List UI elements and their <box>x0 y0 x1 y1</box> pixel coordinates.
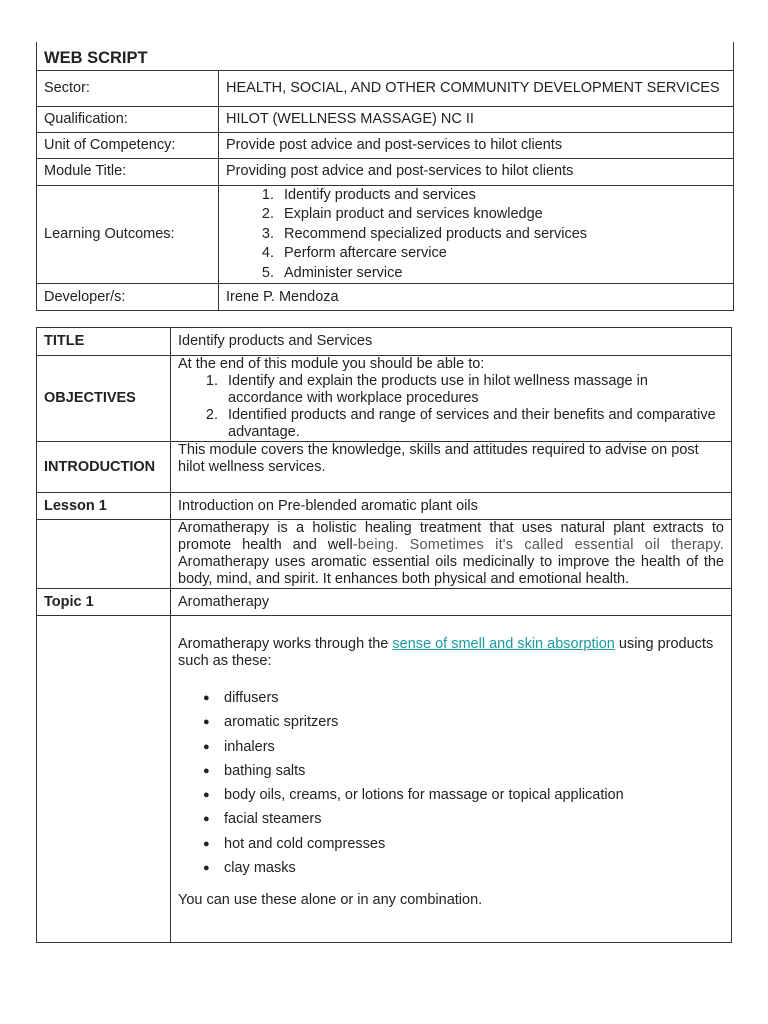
unit-value: Provide post advice and post-services to hilot clients <box>219 132 734 158</box>
learning-outcomes-list <box>226 186 726 284</box>
objectives-value <box>171 356 732 442</box>
product-text: inhalers <box>224 738 275 755</box>
list-item: 1. Identify products and services <box>278 186 726 206</box>
product-text: hot and cold compresses <box>224 835 386 852</box>
list-item: 1. Identify and explain the products use in hilot wellness massage in accordance with workplace procedures <box>222 373 724 407</box>
topic-content <box>171 616 732 943</box>
topic-label: Topic 1 <box>37 589 171 616</box>
topic-intro-text: Aromatherapy works through the <box>178 636 393 652</box>
product-text: bathing salts <box>224 762 306 779</box>
title-value: Identify products and Services <box>171 328 732 356</box>
product-text: aromatic spritzers <box>224 714 339 731</box>
module-title-value: Providing post advice and post-services to hilot clients <box>219 158 734 185</box>
list-item <box>203 762 724 787</box>
unit-label: Unit of Competency: <box>37 132 219 158</box>
introduction-label: INTRODUCTION <box>37 442 171 493</box>
products-list <box>178 690 724 884</box>
list-item: 5. Administer service <box>278 264 726 284</box>
bullet-icon: ● <box>203 837 210 850</box>
lesson-text: -being. Sometimes it's called essential oil therapy. <box>352 537 724 553</box>
qualification-value: HILOT (WELLNESS MASSAGE) NC II <box>219 106 734 132</box>
web-script-info-table <box>36 42 734 311</box>
list-item: 4. Perform aftercare service <box>278 244 726 264</box>
list-item <box>203 787 724 811</box>
sense-link[interactable]: sense of smell and skin absorption <box>392 636 615 652</box>
web-script-title: WEB SCRIPT <box>37 42 734 70</box>
lesson-text: Aromatherapy uses aromatic essential oils medicinally to improve the health of the body, mind, and spirit. It enhances both physical and emotional health. <box>178 554 724 587</box>
lesson-text: Aromatherapy is a holistic healing treatment that uses natural plant extracts to promote health and well <box>178 520 724 553</box>
list-item: 3. Recommend specialized products and services <box>278 225 726 245</box>
topic-title: Aromatherapy <box>171 589 732 616</box>
product-text: diffusers <box>224 690 279 706</box>
learning-outcomes-label: Learning Outcomes: <box>37 185 219 284</box>
topic-intro-text: using products such as these: <box>178 636 714 669</box>
developer-label: Developer/s: <box>37 284 219 311</box>
module-table <box>36 327 732 943</box>
title-label: TITLE <box>37 328 171 356</box>
bullet-icon: ● <box>203 813 210 826</box>
closing-text: You can use these alone or in any combination. <box>178 892 483 909</box>
bullet-icon: ● <box>203 692 210 704</box>
bullet-icon: ● <box>203 764 210 777</box>
lesson-paragraph <box>171 520 732 589</box>
list-item: 2. Explain product and services knowledge <box>278 205 726 225</box>
list-item <box>203 811 724 835</box>
sector-label: Sector: <box>37 70 219 106</box>
objectives-label: OBJECTIVES <box>37 356 171 442</box>
topic-intro <box>178 636 724 670</box>
introduction-value: This module covers the knowledge, skills and attitudes required to advise on post hilot wellness services. <box>171 442 732 493</box>
empty-cell <box>37 616 171 943</box>
list-item: 2. Identified products and range of services and their benefits and comparative advantage. <box>222 407 724 441</box>
product-text: facial steamers <box>224 811 322 828</box>
product-text: body oils, creams, or lotions for massage or topical application <box>224 787 624 804</box>
bullet-icon: ● <box>203 740 210 753</box>
list-item <box>203 738 724 763</box>
list-item <box>203 835 724 860</box>
objectives-intro: At the end of this module you should be able to: <box>178 356 485 372</box>
list-item <box>203 860 724 884</box>
list-item <box>203 714 724 738</box>
learning-outcomes-value <box>219 185 734 284</box>
bullet-icon: ● <box>203 789 210 802</box>
objectives-list <box>178 373 724 441</box>
bullet-icon: ● <box>203 862 210 875</box>
empty-cell <box>37 520 171 589</box>
list-item <box>203 690 724 714</box>
lesson-label: Lesson 1 <box>37 493 171 520</box>
lesson-title: Introduction on Pre-blended aromatic plant oils <box>171 493 732 520</box>
product-text: clay masks <box>224 860 296 877</box>
sector-value: HEALTH, SOCIAL, AND OTHER COMMUNITY DEVELOPMENT SERVICES <box>219 70 734 106</box>
module-title-label: Module Title: <box>37 158 219 185</box>
developer-value: Irene P. Mendoza <box>219 284 734 311</box>
bullet-icon: ● <box>203 716 210 729</box>
qualification-label: Qualification: <box>37 106 219 132</box>
